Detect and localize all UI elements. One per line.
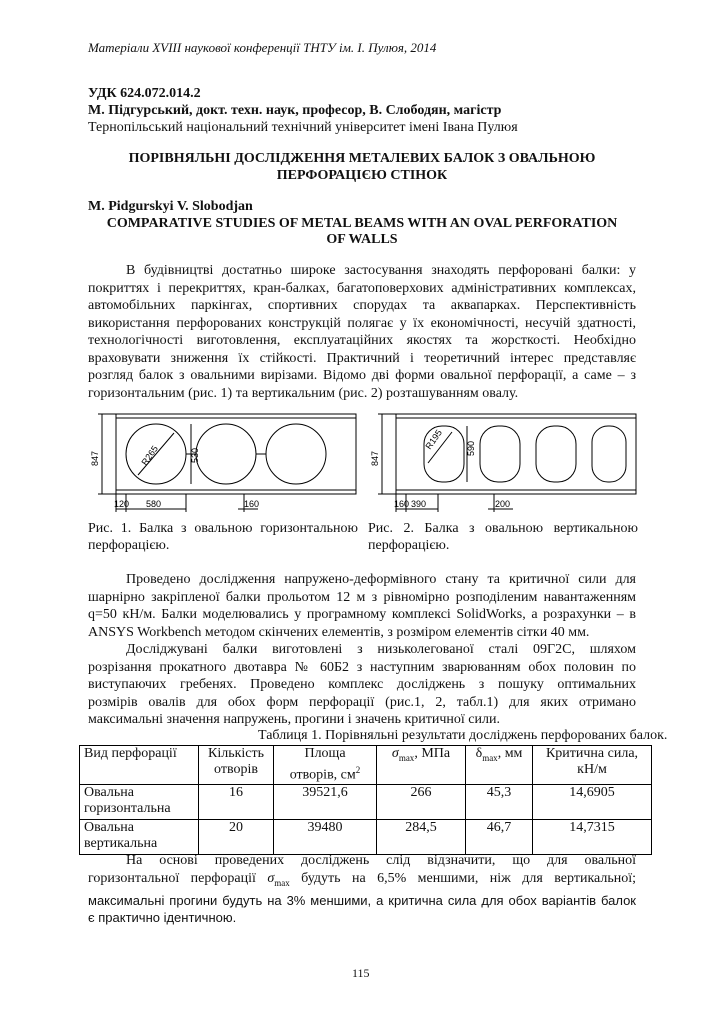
results-table: [79, 745, 652, 855]
table-header-row: [80, 746, 652, 785]
caption-line: Рис. 1. Балка з овальною горизонтальною: [88, 521, 358, 536]
cell-type: [80, 819, 199, 854]
text-line: Проведено дослідження напружено-деформівного стану та критичної сили для: [126, 572, 636, 587]
page-number: 115: [352, 966, 370, 980]
caption-line: перфорацією.: [368, 538, 450, 553]
header-cell: Вид перфорації: [80, 746, 199, 785]
cell-type: [80, 784, 199, 819]
text-line: ANSYS Workbench методом скінчених елементів, з розміром елементів сітки 40 мм.: [88, 624, 590, 640]
dim-label: 160: [244, 499, 260, 509]
text-line: автомобільних паркінгах, спортивних спорудах та аквапарках. Перспективність: [88, 298, 636, 313]
symbol-sub: max: [274, 877, 290, 888]
paragraph-intro: [88, 262, 636, 402]
caption-line: перфорацією.: [88, 538, 170, 553]
header-sub: max: [482, 752, 498, 763]
sigma-symbol: σ: [267, 870, 275, 886]
figure-1-caption: [88, 520, 358, 554]
header-sup: 2: [355, 765, 361, 775]
header-text: Кількість: [207, 746, 264, 761]
header-cell: [274, 746, 377, 785]
sigma-symbol: σ: [391, 746, 399, 761]
header-sub: max: [398, 752, 415, 763]
cell-text: горизонтальна: [84, 800, 171, 816]
beam-horizontal-oval-drawing: [88, 408, 358, 516]
cell-text: Овальна: [84, 819, 134, 835]
paragraph-method: [88, 571, 636, 641]
dim-label: 200: [495, 499, 511, 509]
table-row: [80, 784, 652, 819]
dim-label: 390: [411, 499, 427, 509]
text-fragment: будуть на 6,5% меншими, ніж для вертикальної;: [289, 870, 636, 886]
text-line: Досліджувані балки виготовлені з низьколегованої сталі 09Г2С, шляхом: [126, 642, 636, 657]
beam-vertical-oval-drawing: [368, 408, 638, 516]
text-line-with-symbol: [88, 870, 636, 892]
header-text: [278, 762, 372, 784]
header-text: отворів, см: [289, 767, 356, 783]
dim-height-label: 847: [90, 450, 100, 466]
dim-label: 160: [394, 499, 410, 509]
cell-count: 16: [199, 784, 274, 819]
dim-inner-label: 590: [466, 440, 476, 456]
header-text: , мм: [497, 746, 523, 761]
text-line: розрізання прокатного двотавра № 60Б2 з наступним зварюванням обох половин по: [88, 659, 636, 675]
caption-line: Рис. 2. Балка з овальною вертикальною: [368, 521, 638, 536]
running-header: Матеріали XVIII наукової конференції ТНТУ ім. І. Пулюя, 2014: [88, 40, 437, 55]
authors-ua: М. Підгурський, докт. техн. наук, професор, В. Слободян, магістр: [88, 103, 502, 118]
cell-force: 14,7315: [533, 819, 652, 854]
udk-code: УДК 624.072.014.2: [88, 86, 201, 101]
text-line: технологічності виготовлення, експлуатаційних якостях та жорсткості. Необхідно: [88, 333, 636, 348]
text-line: максимальні прогини будуть на 3% меншими, а критична сила для обох варіантів балок: [88, 892, 636, 908]
figure-1: [88, 408, 358, 516]
text-line: шарнірно закріпленої балки прольотом 12 м з рівномірно розподіленим навантаженням: [88, 589, 636, 605]
cell-text: Овальна: [84, 784, 134, 800]
text-line: q=50 кН/м. Балки моделювались у програмному комплексі SolidWorks, а розрахунки – в: [88, 607, 636, 622]
text-line: В будівництві достатньо широке застосування знаходять перфоровані балки: у: [126, 263, 636, 278]
text-line: є практично ідентичною.: [88, 910, 237, 926]
title-en-line: COMPARATIVE STUDIES OF METAL BEAMS WITH AN OVAL PERFORATION: [106, 216, 618, 231]
text-line: враховувати зниження їх стійкості. Практичний і теоретичний інтерес представляє: [88, 350, 636, 366]
text-line: розгляд балок з овальними вирізами. Відомо дві форми овальної перфорації, а саме – з: [88, 368, 636, 383]
title-ua-line: ПЕРФОРАЦІЄЮ СТІНОК: [276, 168, 448, 183]
cell-force: 14,6905: [533, 784, 652, 819]
header-cell: [199, 746, 274, 785]
authors-en: M. Pidgurskyi V. Slobodjan: [88, 199, 253, 214]
cell-sigma: 266: [377, 784, 466, 819]
title-ua: [88, 150, 636, 184]
dim-height-label: 847: [370, 450, 380, 466]
text-line: горизонтальним (рис. 1) та вертикальним (рис. 2) розташуванням овалу.: [88, 385, 519, 401]
cell-area: 39521,6: [274, 784, 377, 819]
header-text: отворів: [214, 762, 258, 777]
title-en-line: OF WALLS: [326, 232, 398, 247]
figure-2: [368, 408, 638, 516]
header-cell: [533, 746, 652, 785]
cell-area: 39480: [274, 819, 377, 854]
dim-inner-label: 530: [190, 447, 200, 463]
table-caption: Таблиця 1. Порівняльні результати досліджень перфорованих балок.: [258, 728, 668, 743]
header-cell: [466, 746, 533, 785]
dim-radius-label: R265: [139, 443, 160, 468]
paragraph-conclusion: [88, 852, 636, 927]
dim-radius-label: R195: [423, 427, 444, 452]
text-line: розмірів овалів для обох форм перфорації (рис.1, 2, табл.1) для яких отримано: [88, 694, 636, 710]
text-fragment: горизонтальної перфорації: [88, 870, 268, 886]
delta-symbol: δ: [475, 746, 483, 761]
title-en: [88, 216, 636, 248]
header-cell: [377, 746, 466, 785]
text-line: покриттях і перекриттях, кран-балках, багатоповерхових адміністративних комплексах,: [88, 280, 636, 296]
cell-count: 20: [199, 819, 274, 854]
header-text: Критична сила,: [545, 746, 639, 761]
header-text: , МПа: [414, 746, 451, 761]
dim-label: 580: [146, 499, 162, 509]
cell-sigma: 284,5: [377, 819, 466, 854]
paragraph-study: [88, 641, 636, 729]
title-ua-line: ПОРІВНЯЛЬНІ ДОСЛІДЖЕННЯ МЕТАЛЕВИХ БАЛОК З ОВАЛЬНОЮ: [128, 151, 596, 166]
university: Тернопільський національний технічний університет імені Івана Пулюя: [88, 120, 518, 135]
text-line: виступаючих гребенях. Проведено комплекс досліджень з пошуку оптимальних: [88, 677, 636, 692]
text-line: максимальні значення напружень, прогини і значень критичної сили.: [88, 712, 500, 727]
header-text: Площа: [304, 746, 346, 761]
figure-2-caption: [368, 520, 638, 554]
table-row: [80, 819, 652, 854]
text-line: використання перфорованих конструкцій полягає у їх економічності, несучій здатності,: [88, 315, 636, 331]
dim-label: 120: [114, 499, 130, 509]
cell-text: вертикальна: [84, 835, 158, 851]
text-line: На основі проведених досліджень слід відзначити, що для овальної: [126, 853, 636, 868]
cell-delta: 45,3: [466, 784, 533, 819]
cell-delta: 46,7: [466, 819, 533, 854]
header-text: кН/м: [577, 762, 607, 777]
